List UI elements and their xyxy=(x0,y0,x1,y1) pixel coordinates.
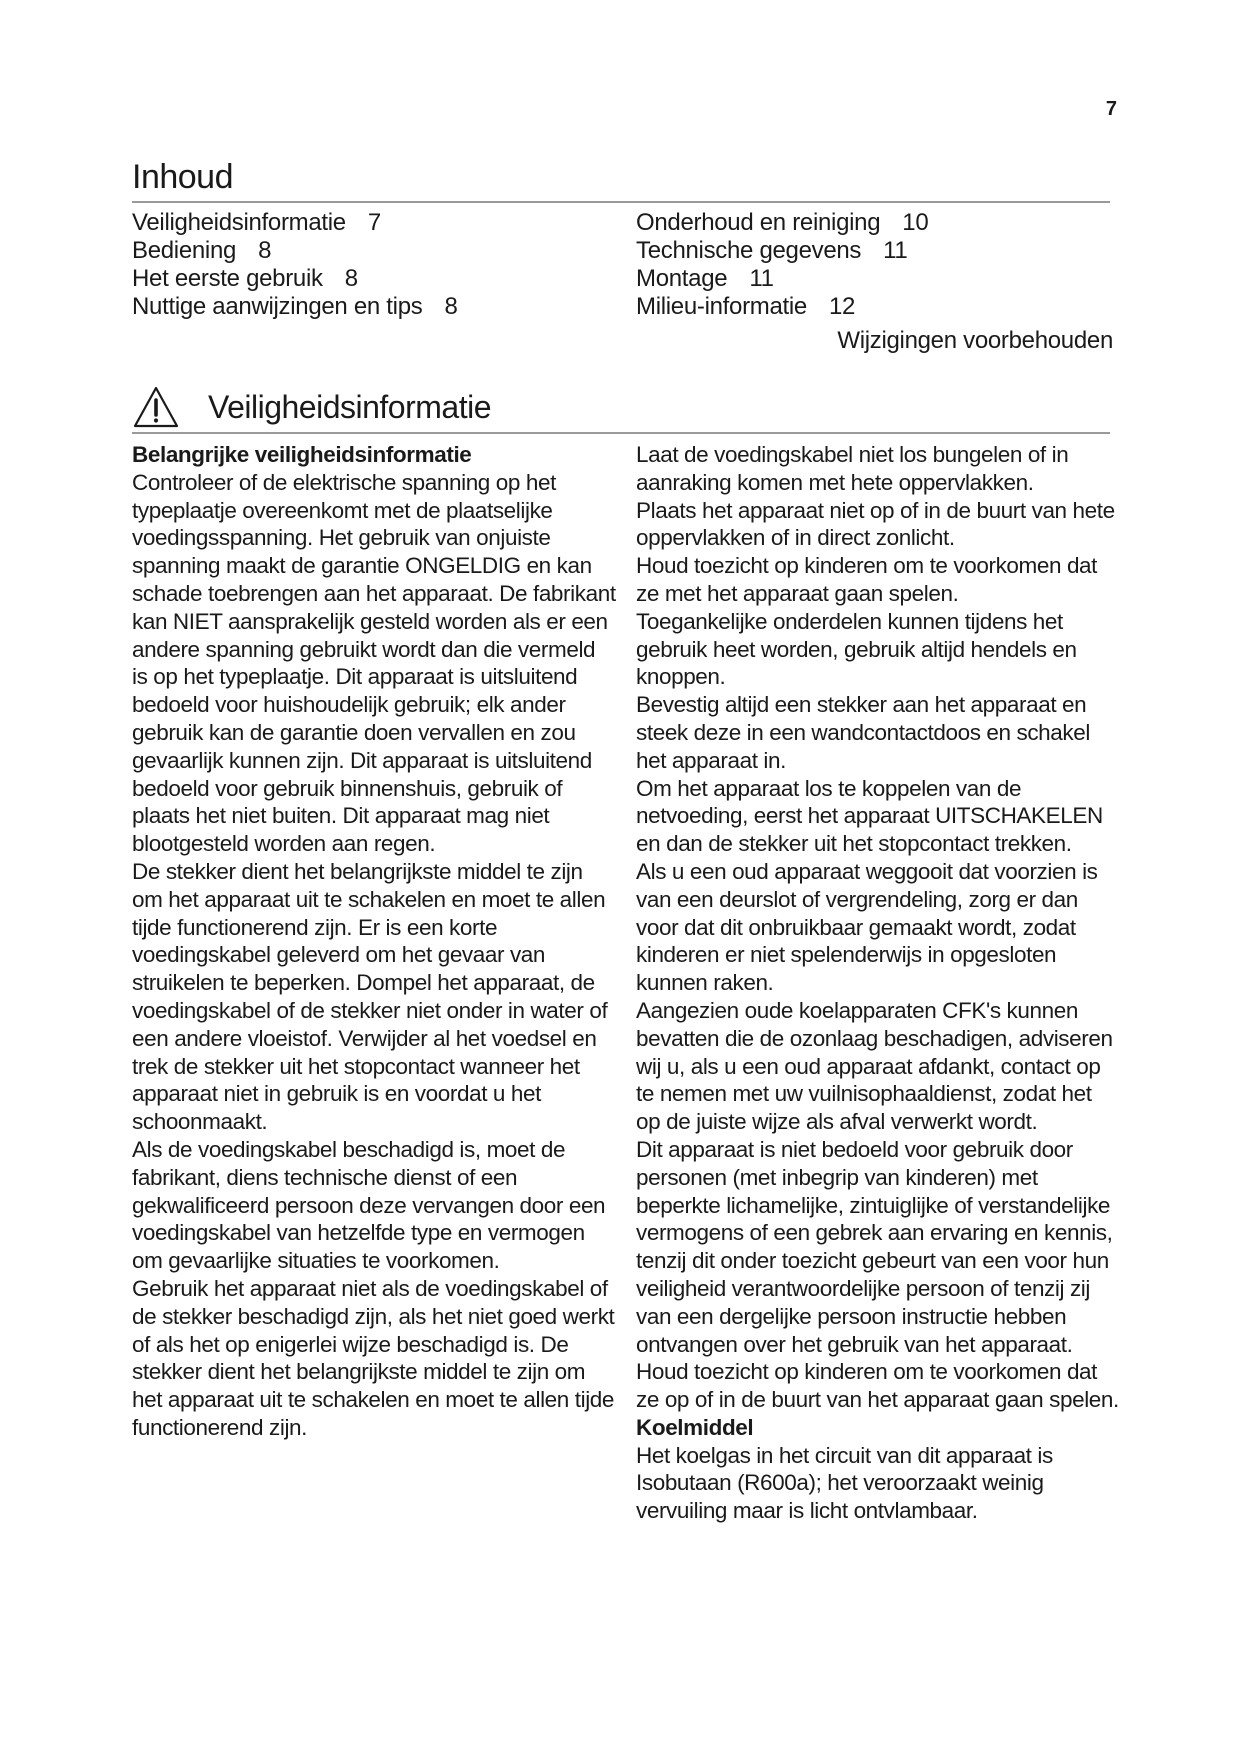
toc-entry-label: Het eerste gebruik xyxy=(132,265,323,292)
toc-entry xyxy=(636,293,928,321)
toc-note: Wijzigingen voorbehouden xyxy=(837,327,1113,354)
toc-entry-label: Onderhoud en reiniging xyxy=(636,209,881,236)
toc-entry-page: 8 xyxy=(344,265,358,292)
toc-entry-label: Technische gegevens xyxy=(636,237,862,264)
toc-entry-label: Nuttige aanwijzingen en tips xyxy=(132,293,423,320)
toc-entry-page: 8 xyxy=(258,237,272,264)
toc-entry-label: Bediening xyxy=(132,237,237,264)
section-title: Veiligheidsinformatie xyxy=(208,388,491,425)
paragraph: Toegankelijke onderdelen kunnen tijdens het gebruik heet worden, gebruik altijd hendels en knoppen. xyxy=(636,608,1077,690)
paragraph: Om het apparaat los te koppelen van de netvoeding, eerst het apparaat UITSCHAKELEN en dan de stekker uit het stopcontact trekken. xyxy=(636,775,1103,857)
paragraph: Dit apparaat is niet bedoeld voor gebruik door personen (met inbegrip van kinderen) met beperkte lichamelijke, zintuiglijke of verstandelijke vermogens of een gebrek aan ervaring en kennis, tenzij dit onder toezicht gebeurt van een voor hun veiligheid verantwoordelijke persoon of tenzij zij van een dergelijke persoon instructie hebben ontvangen over het gebruik van het apparaat. xyxy=(636,1136,1113,1357)
toc-entry-label: Veiligheidsinformatie xyxy=(132,209,346,236)
subsection-heading: Koelmiddel xyxy=(636,1414,754,1440)
toc-entry-page: 12 xyxy=(828,293,856,320)
section-header xyxy=(132,384,491,430)
page-number: 7 xyxy=(1105,98,1117,120)
toc-entry-page: 11 xyxy=(883,237,908,264)
toc-entry xyxy=(636,237,928,265)
paragraph: Houd toezicht op kinderen om te voorkomen dat ze op of in de buurt van het apparaat gaan spelen. xyxy=(636,1359,1119,1413)
paragraph: Controleer of de elektrische spanning op het typeplaatje overeenkomt met de plaatselijke voedingsspanning. Het gebruik van onjuiste spanning maakt de garantie ONGELDIG en kan schade toebrengen aan het apparaat. De fabrikant kan NIET aansprakelijk gesteld worden als er een andere spanning gebruikt wordt dan die vermeld is op het typeplaatje. Dit apparaat is uitsluitend bedoeld voor huishoudelijk gebruik; elk ander gebruik kan de garantie doen vervallen en zou gevaarlijk kunnen zijn. Dit apparaat is uitsluitend bedoeld voor gebruik binnenshuis, gebruik of plaats het niet buiten. Dit apparaat mag niet blootgesteld worden aan regen. xyxy=(132,469,616,857)
toc-entry xyxy=(132,265,458,293)
paragraph: Bevestig altijd een stekker aan het apparaat en steek deze in een wandcontactdoos en schakel het apparaat in. xyxy=(636,692,1090,773)
toc-entry xyxy=(132,237,458,265)
toc-entry xyxy=(132,209,458,237)
right-text-column xyxy=(636,441,1120,1525)
paragraph: Aangezien oude koelapparaten CFK's kunnen bevatten die de ozonlaag beschadigen, adviseren wij u, als u een oud apparaat afdankt, contact op te nemen met uw vuilnisophaaldienst, zodat het op de juiste wijze als afval verwerkt wordt. xyxy=(636,997,1113,1135)
toc-entry-page: 7 xyxy=(367,209,381,236)
toc-entry xyxy=(636,265,928,293)
toc-title: Inhoud xyxy=(132,158,233,196)
toc-entry-page: 10 xyxy=(902,209,929,236)
paragraph: Het koelgas in het circuit van dit apparaat is Isobutaan (R600a); het veroorzaakt weinig vervuiling maar is licht ontvlambaar. xyxy=(636,1442,1053,1524)
paragraph: Plaats het apparaat niet op of in de buurt van hete oppervlakken of in direct zonlicht. xyxy=(636,497,1115,551)
paragraph: Houd toezicht op kinderen om te voorkomen dat ze met het apparaat gaan spelen. xyxy=(636,553,1098,606)
section-divider xyxy=(132,432,1110,434)
toc-entry xyxy=(132,293,458,321)
paragraph: Als de voedingskabel beschadigd is, moet de fabrikant, diens technische dienst of een gekwalificeerd persoon deze vervangen door een voedingskabel van hetzelfde type en vermogen om gevaarlijke situaties te voorkomen. xyxy=(132,1136,606,1274)
paragraph: Laat de voedingskabel niet los bungelen of in aanraking komen met hete oppervlakken. xyxy=(636,442,1069,495)
toc-entry-page: 8 xyxy=(444,293,458,320)
warning-triangle-icon xyxy=(132,385,180,429)
toc-entry xyxy=(636,209,928,237)
paragraph: De stekker dient het belangrijkste middel te zijn om het apparaat uit te schakelen en moet te allen tijde functionerend zijn. Er is een korte voedingskabel geleverd om het gevaar van struikelen te beperken. Dompel het apparaat, de voedingskabel of de stekker niet onder in water of een andere vloeistof. Verwijder al het voedsel en trek de stekker uit het stopcontact wanneer het apparaat niet in gebruik is en voordat u het schoonmaakt. xyxy=(132,858,608,1135)
subsection-heading: Belangrijke veiligheidsinformatie xyxy=(132,442,472,467)
paragraph: Gebruik het apparaat niet als de voedingskabel of de stekker beschadigd zijn, als het niet goed werkt of als het op enigerlei wijze beschadigd is. De stekker dient het belangrijkste middel te zijn om het apparaat uit te schakelen en moet te allen tijde functionerend zijn. xyxy=(132,1275,615,1440)
toc-divider xyxy=(132,201,1110,203)
paragraph: Als u een oud apparaat weggooit dat voorzien is van een deurslot of vergrendeling, zorg er dan voor dat dit onbruikbaar gemaakt wordt, zodat kinderen er niet spelenderwijs in opgesloten kunnen raken. xyxy=(636,858,1098,996)
toc-left-column xyxy=(132,209,458,321)
toc-entry-label: Montage xyxy=(636,265,728,292)
toc-entry-label: Milieu-informatie xyxy=(636,293,807,320)
toc-entry-page: 11 xyxy=(749,265,774,292)
left-text-column xyxy=(132,441,616,1442)
toc-right-column xyxy=(636,209,928,321)
